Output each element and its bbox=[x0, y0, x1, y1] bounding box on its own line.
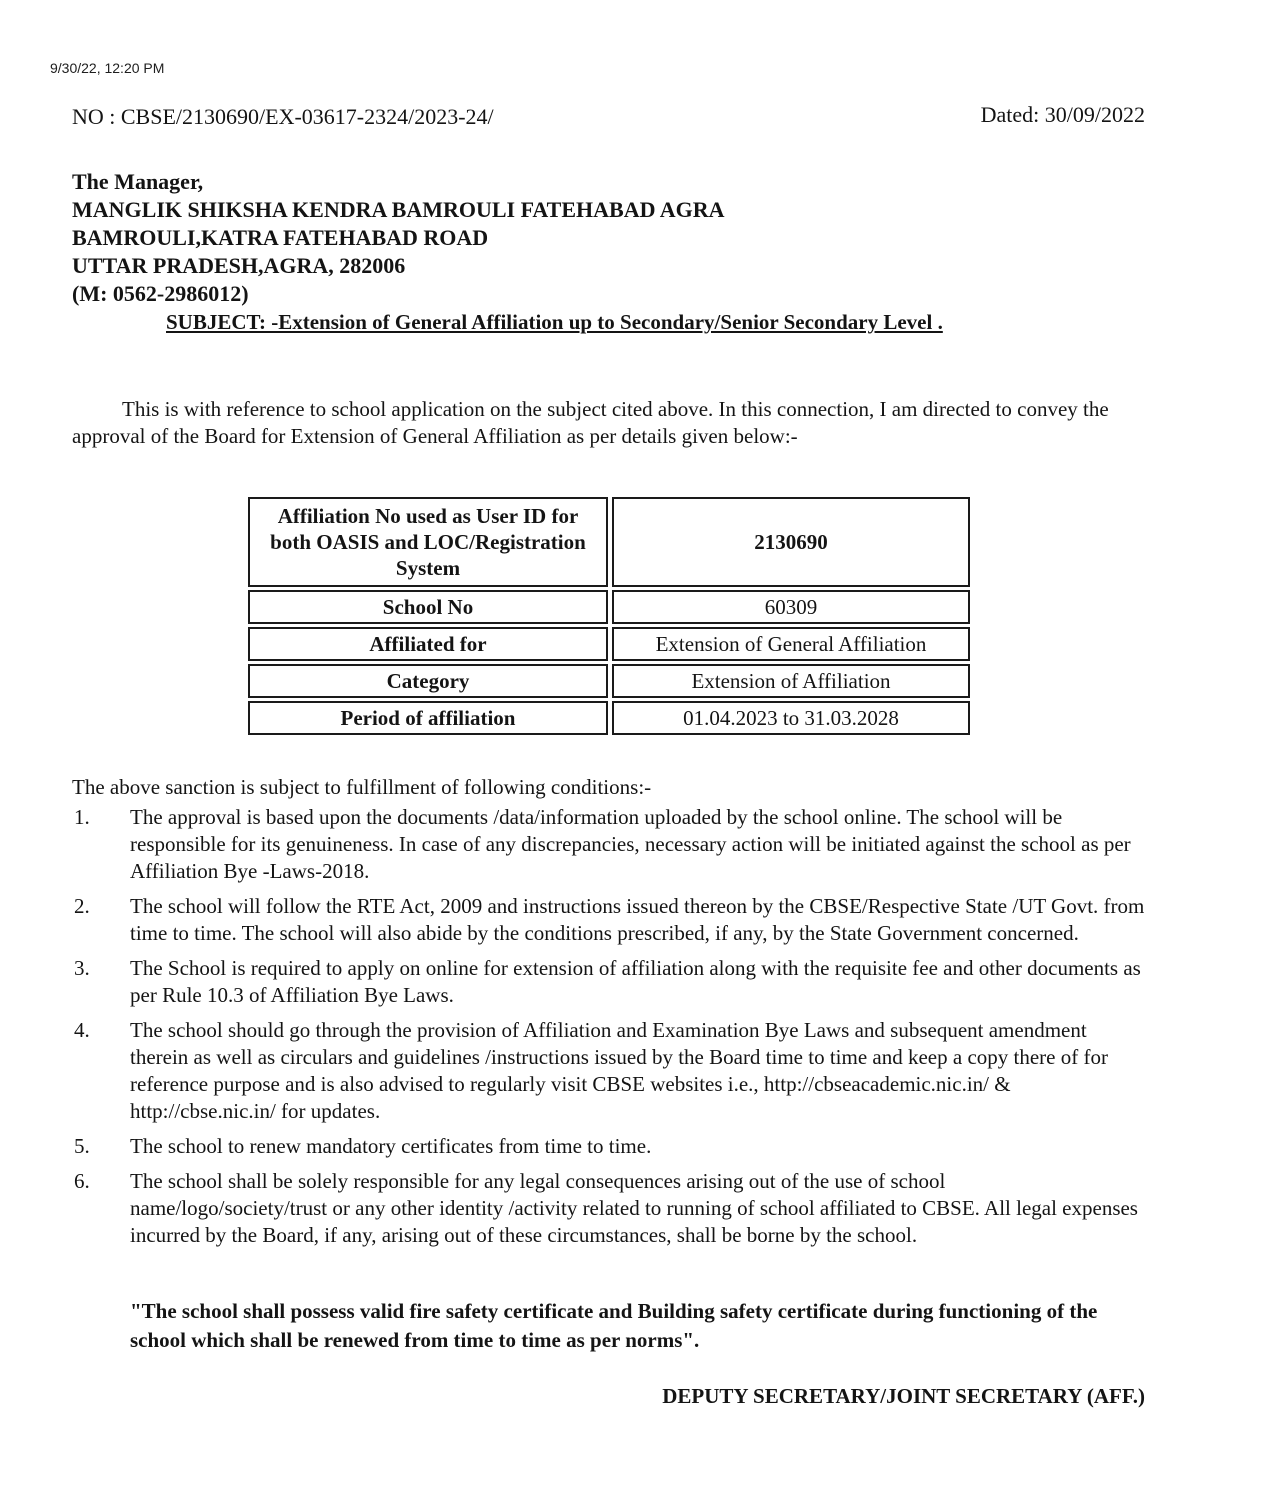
intro-text: This is with reference to school application on the subject cited above. In this connection, I am directed to convey the approval of the Board for Extension of General Affiliation as per details given below:- bbox=[72, 397, 1109, 448]
intro-paragraph bbox=[72, 396, 1142, 450]
print-timestamp: 9/30/22, 12:20 PM bbox=[50, 60, 165, 76]
item-number: 3. bbox=[74, 956, 90, 980]
conditions-list bbox=[72, 804, 1147, 1257]
letter-subject: SUBJECT: -Extension of General Affiliation up to Secondary/Senior Secondary Level . bbox=[166, 310, 943, 334]
item-number: 4. bbox=[74, 1018, 90, 1042]
address-phone: (M: 0562-2986012) bbox=[72, 281, 249, 306]
item-text: The School is required to apply on online for extension of affiliation along with the requisite fee and other documents as per Rule 10.3 of Affiliation Bye Laws. bbox=[130, 956, 1141, 1007]
detail-value: 60309 bbox=[612, 590, 970, 624]
detail-label: Affiliation No used as User ID for both OASIS and LOC/Registration System bbox=[248, 497, 608, 587]
detail-value: 01.04.2023 to 31.03.2028 bbox=[612, 701, 970, 735]
list-item bbox=[72, 955, 1147, 1009]
detail-label: School No bbox=[248, 590, 608, 624]
item-text: The school should go through the provision of Affiliation and Examination Bye Laws and subsequent amendment therein as well as circulars and guidelines /instructions issued by the Board time to time and keep a copy there of for reference purpose and is also advised to regularly visit CBSE websites i.e., http://cbseacademic.nic.in/ & http://cbse.nic.in/ for updates. bbox=[130, 1018, 1108, 1123]
detail-value: Extension of Affiliation bbox=[612, 664, 970, 698]
detail-value: Extension of General Affiliation bbox=[612, 627, 970, 661]
recipient-address bbox=[72, 168, 725, 308]
item-number: 2. bbox=[74, 894, 90, 918]
address-line: MANGLIK SHIKSHA KENDRA BAMROULI FATEHABAD AGRA bbox=[72, 197, 725, 222]
address-line: BAMROULI,KATRA FATEHABAD ROAD bbox=[72, 225, 489, 250]
list-item bbox=[72, 804, 1147, 885]
conditions-heading: The above sanction is subject to fulfillment of following conditions:- bbox=[72, 775, 652, 799]
detail-label: Affiliated for bbox=[248, 627, 608, 661]
reference-number: NO : CBSE/2130690/EX-03617-2324/2023-24/ bbox=[72, 104, 494, 129]
item-number: 1. bbox=[74, 805, 90, 829]
detail-value: 2130690 bbox=[612, 497, 970, 587]
table-row bbox=[248, 664, 970, 698]
affiliation-details-table bbox=[244, 494, 974, 738]
detail-label: Category bbox=[248, 664, 608, 698]
address-line: UTTAR PRADESH,AGRA, 282006 bbox=[72, 253, 406, 278]
item-text: The school shall be solely responsible for any legal consequences arising out of the use of school name/logo/society/trust or any other identity /activity related to running of school affiliated to CBSE. All legal expenses incurred by the Board, if any, arising out of these circumstances, shall be borne by the school. bbox=[130, 1169, 1138, 1247]
item-number: 6. bbox=[74, 1169, 90, 1193]
signatory-title: DEPUTY SECRETARY/JOINT SECRETARY (AFF.) bbox=[662, 1384, 1145, 1408]
detail-label: Period of affiliation bbox=[248, 701, 608, 735]
item-number: 5. bbox=[74, 1134, 90, 1158]
table-row bbox=[248, 701, 970, 735]
item-text: The approval is based upon the documents /data/information uploaded by the school online. The school will be responsible for its genuineness. In case of any discrepancies, necessary action will be initiated against the school as per Affiliation Bye -Laws-2018. bbox=[130, 805, 1131, 883]
letter-date: Dated: 30/09/2022 bbox=[980, 102, 1145, 127]
list-item bbox=[72, 893, 1147, 947]
table-row bbox=[248, 497, 970, 587]
list-item bbox=[72, 1133, 1147, 1160]
table-row bbox=[248, 590, 970, 624]
list-item bbox=[72, 1017, 1147, 1125]
table-row bbox=[248, 627, 970, 661]
address-line: The Manager, bbox=[72, 169, 204, 194]
fire-safety-notice: "The school shall possess valid fire safety certificate and Building safety certificate during functioning of the school which shall be renewed from time to time as per norms". bbox=[130, 1299, 1098, 1352]
item-text: The school to renew mandatory certificates from time to time. bbox=[130, 1134, 652, 1158]
item-text: The school will follow the RTE Act, 2009 and instructions issued thereon by the CBSE/Respective State /UT Govt. from time to time. The school will also abide by the conditions prescribed, if any, by the State Government concerned. bbox=[130, 894, 1145, 945]
list-item bbox=[72, 1168, 1147, 1249]
